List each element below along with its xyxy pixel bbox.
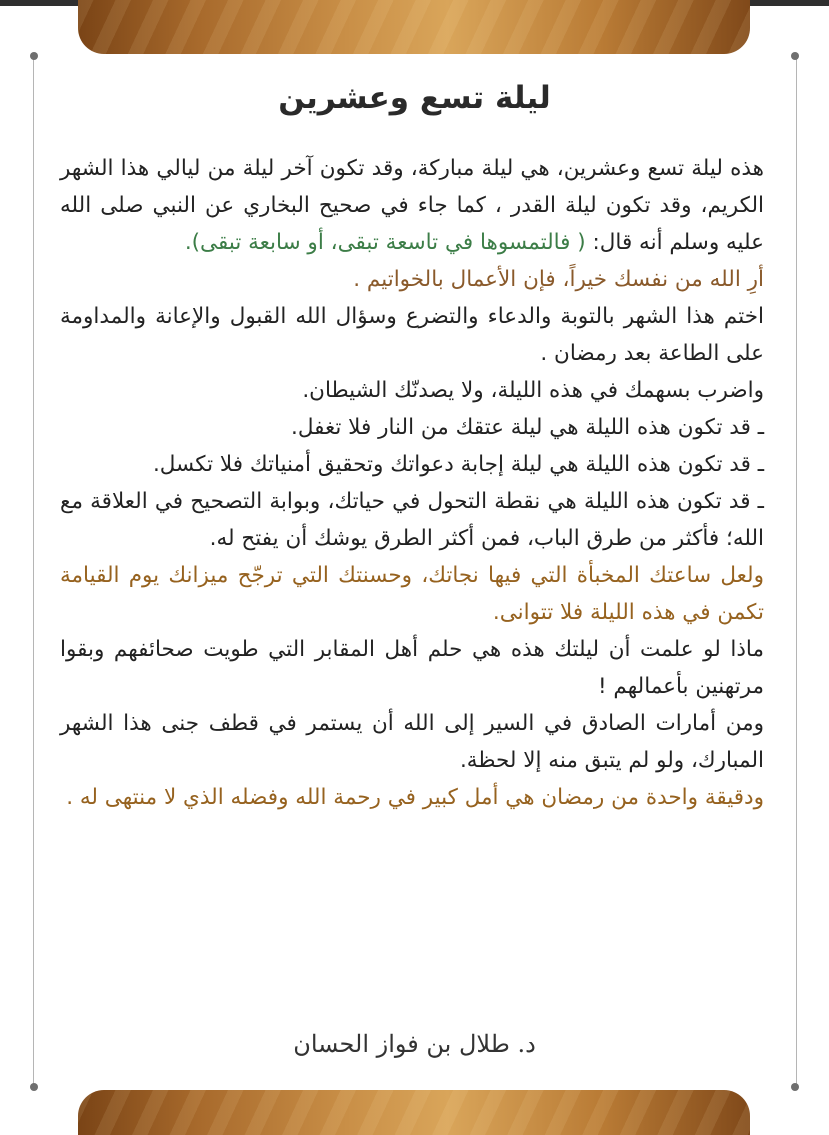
- bottom-decorative-banner: [78, 1090, 750, 1135]
- hadith-quote: ( فالتمسوها في تاسعة تبقى، أو سابعة تبقى).: [184, 230, 586, 255]
- frame-corner-dot: [30, 52, 38, 60]
- article-body: [60, 150, 764, 816]
- paragraph: ومن أمارات الصادق في السير إلى الله أن يستمر في قطف جنى هذا الشهر المبارك، ولو لم يتبق منه إلا لحظة.: [60, 711, 764, 773]
- intro-paragraph: [60, 150, 764, 261]
- frame-corner-dot: [791, 52, 799, 60]
- author-signature: د. طلال بن فواز الحسان: [293, 1030, 536, 1058]
- paragraph: ماذا لو علمت أن ليلتك هذه هي حلم أهل المقابر التي طويت صحائفهم وبقوا مرتهنين بأعمالهم !: [60, 637, 764, 699]
- closing-paragraph: ودقيقة واحدة من رمضان هي أمل كبير في رحمة الله وفضله الذي لا منتهى له .: [66, 785, 764, 810]
- list-item: ـ قد تكون هذه الليلة هي ليلة إجابة دعواتك وتحقيق أمنياتك فلا تكسل.: [152, 452, 764, 477]
- list-item: ـ قد تكون هذه الليلة هي نقطة التحول في حياتك، وبوابة التصحيح في العلاقة مع الله؛ فأكثر من طرق الباب، فمن أكثر الطرق يوشك أن يفتح له.: [60, 489, 764, 551]
- intro-text: هذه ليلة تسع وعشرين، هي ليلة مباركة، وقد تكون آخر ليلة من ليالي هذا الشهر الكريم، وقد تكون ليلة القدر ، كما جاء في صحيح البخاري عن النبي صلى الله عليه وسلم أنه قال:: [60, 156, 764, 255]
- paragraph: اختم هذا الشهر بالتوبة والدعاء والتضرع وسؤال الله القبول والإعانة والمداومة على الطاعة بعد رمضان .: [60, 304, 764, 366]
- highlighted-paragraph: ولعل ساعتك المخبأة التي فيها نجاتك، وحسنتك التي ترجّح ميزانك يوم القيامة تكمن في هذه الليلة فلا تتوانى.: [60, 563, 764, 625]
- list-item: ـ قد تكون هذه الليلة هي ليلة عتقك من النار فلا تغفل.: [291, 415, 764, 440]
- top-decorative-banner: [78, 0, 750, 54]
- paragraph: واضرب بسهمك في هذه الليلة، ولا يصدنّك الشيطان.: [302, 378, 764, 403]
- exhortation-line: أرِ الله من نفسك خيراً، فإن الأعمال بالخواتيم .: [353, 267, 764, 292]
- page-title: ليلة تسع وعشرين: [278, 80, 551, 116]
- frame-corner-dot: [791, 1083, 799, 1091]
- frame-corner-dot: [30, 1083, 38, 1091]
